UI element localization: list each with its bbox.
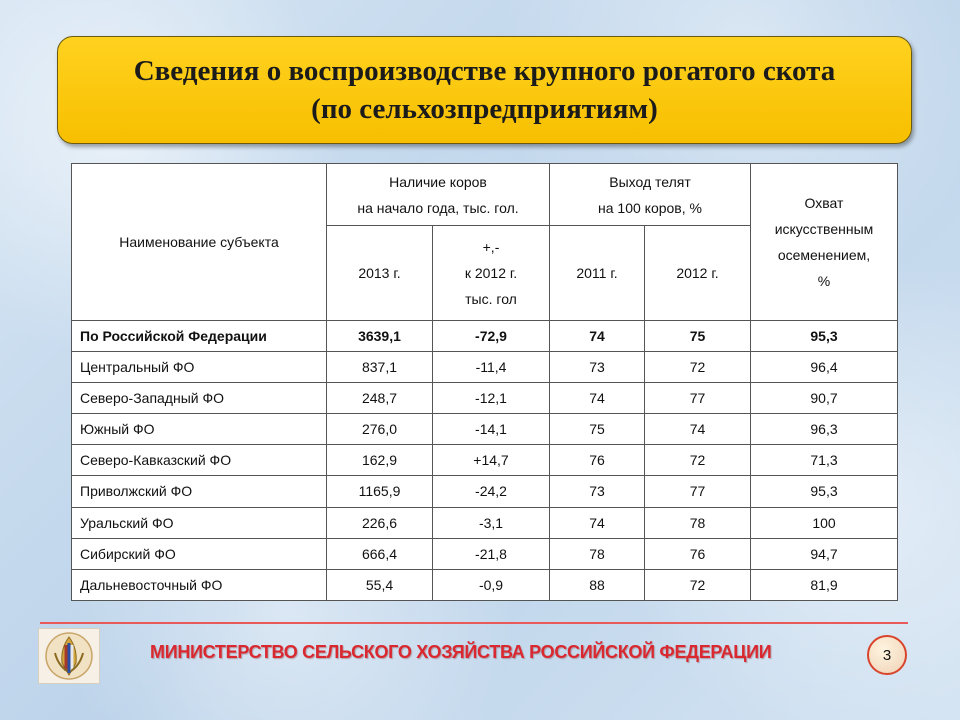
table-row (72, 476, 898, 507)
table-header-row-1 (72, 164, 898, 226)
cell-calves-2012: 77 (645, 476, 751, 507)
page-number-badge: 3 (867, 635, 907, 675)
cell-calves-2011: 74 (550, 320, 645, 351)
slide-title-line2: (по сельхозпредприятиям) (311, 93, 658, 125)
table-row (72, 538, 898, 569)
slide-title-box (57, 36, 912, 144)
cell-ai: 100 (751, 507, 898, 538)
header-year-2011: 2011 г. (550, 226, 645, 320)
cell-diff: +14,7 (433, 445, 550, 476)
cell-name: По Российской Федерации (72, 320, 327, 351)
slide-title-line1: Сведения о воспроизводстве крупного рогатого скота (133, 55, 836, 87)
cell-diff: -3,1 (433, 507, 550, 538)
table-row-total (72, 320, 898, 351)
ministry-emblem-icon (38, 628, 100, 684)
cell-calves-2011: 73 (550, 351, 645, 382)
cell-cows-2013: 276,0 (327, 414, 433, 445)
cell-name: Северо-Кавказский ФО (72, 445, 327, 476)
cell-calves-2012: 75 (645, 320, 751, 351)
cell-diff: -14,1 (433, 414, 550, 445)
table-row (72, 414, 898, 445)
footer-divider (40, 622, 908, 624)
cell-ai: 90,7 (751, 382, 898, 413)
cell-cows-2013: 666,4 (327, 538, 433, 569)
cell-calves-2011: 88 (550, 569, 645, 600)
cell-calves-2011: 75 (550, 414, 645, 445)
header-diff-2012: +,- к 2012 г. тыс. гол (433, 226, 550, 320)
cell-calves-2012: 74 (645, 414, 751, 445)
cell-ai: 94,7 (751, 538, 898, 569)
cell-calves-2012: 77 (645, 382, 751, 413)
cell-calves-2011: 76 (550, 445, 645, 476)
cell-ai: 81,9 (751, 569, 898, 600)
header-year-2012: 2012 г. (645, 226, 751, 320)
cell-cows-2013: 248,7 (327, 382, 433, 413)
cell-calves-2012: 78 (645, 507, 751, 538)
cell-cows-2013: 3639,1 (327, 320, 433, 351)
table-row (72, 445, 898, 476)
cell-name: Приволжский ФО (72, 476, 327, 507)
header-year-2013: 2013 г. (327, 226, 433, 320)
cell-calves-2012: 72 (645, 569, 751, 600)
table-row (72, 382, 898, 413)
header-calves-group: Выход телят на 100 коров, % (550, 164, 751, 226)
cell-cows-2013: 55,4 (327, 569, 433, 600)
cell-ai: 95,3 (751, 320, 898, 351)
header-ai-coverage: Охват искусственным осеменением, % (751, 164, 898, 321)
cell-diff: -24,2 (433, 476, 550, 507)
cell-calves-2011: 74 (550, 507, 645, 538)
cell-name: Северо-Западный ФО (72, 382, 327, 413)
cell-ai: 71,3 (751, 445, 898, 476)
table-row (72, 569, 898, 600)
cell-name: Южный ФО (72, 414, 327, 445)
cell-name: Сибирский ФО (72, 538, 327, 569)
cell-ai: 96,3 (751, 414, 898, 445)
cell-cows-2013: 1165,9 (327, 476, 433, 507)
cell-calves-2011: 74 (550, 382, 645, 413)
cell-name: Дальневосточный ФО (72, 569, 327, 600)
cell-calves-2012: 72 (645, 351, 751, 382)
cell-cows-2013: 162,9 (327, 445, 433, 476)
table-row (72, 351, 898, 382)
table-row (72, 507, 898, 538)
cell-calves-2012: 76 (645, 538, 751, 569)
cell-name: Центральный ФО (72, 351, 327, 382)
cell-calves-2011: 78 (550, 538, 645, 569)
cell-diff: -0,9 (433, 569, 550, 600)
cell-diff: -11,4 (433, 351, 550, 382)
header-name: Наименование субъекта (72, 164, 327, 321)
cell-ai: 96,4 (751, 351, 898, 382)
cell-diff: -21,8 (433, 538, 550, 569)
cell-cows-2013: 226,6 (327, 507, 433, 538)
cell-diff: -72,9 (433, 320, 550, 351)
ministry-name: МИНИСТЕРСТВО СЕЛЬСКОГО ХОЗЯЙСТВА РОССИЙСКОЙ ФЕДЕРАЦИИ (150, 642, 772, 662)
header-cows-group: Наличие коров на начало года, тыс. гол. (327, 164, 550, 226)
cell-ai: 95,3 (751, 476, 898, 507)
cell-calves-2012: 72 (645, 445, 751, 476)
cell-cows-2013: 837,1 (327, 351, 433, 382)
cell-name: Уральский ФО (72, 507, 327, 538)
cattle-reproduction-table (71, 163, 898, 601)
cell-calves-2011: 73 (550, 476, 645, 507)
cell-diff: -12,1 (433, 382, 550, 413)
